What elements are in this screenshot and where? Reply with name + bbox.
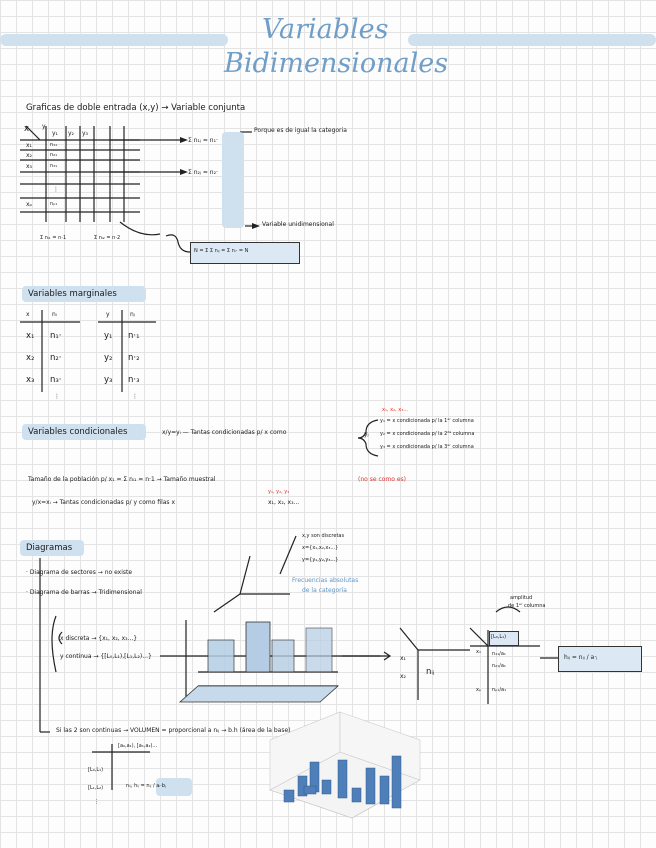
marg-t2-n2: n·₂ — [128, 353, 140, 363]
marg-t1-n2: n₂· — [50, 353, 62, 363]
marg-t2-dots: ⋮ — [132, 393, 138, 400]
note-unidimensional: Variable unidimensional — [262, 221, 334, 228]
cond-population-line: Tamaño de la población p/ x₁ = Σ nᵢ₁ = n·1 → Tamaño muestral — [28, 476, 216, 483]
marg-t2-n1: n·₁ — [128, 331, 140, 341]
marg-t1-head-x: x — [26, 311, 30, 318]
bottom-formula: nᵢⱼ, hᵢⱼ = nᵢⱼ / aᵢ·bⱼ — [126, 783, 166, 789]
cond-item-3: y₃ = x condicionada p/ la 3ᵉʳ columna — [380, 444, 474, 450]
cell-n31: n₃₁ — [50, 163, 58, 169]
marg-t1-x1: x₁ — [26, 331, 35, 341]
diag-y-continua: y continua → {[L₀,L₁),[L₁,L₂)...} — [60, 653, 152, 660]
freq-note-2: de la categoría — [302, 587, 347, 594]
mid-n: nᵢⱼ — [426, 667, 435, 677]
col-head-3: y₃ — [82, 130, 88, 137]
mid-x1: x₁ — [400, 655, 406, 662]
axis-x-label: x — [24, 124, 30, 134]
cond-heading: Variables condicionales — [28, 427, 128, 437]
right-row-x1: x₁ — [476, 649, 481, 655]
cond-y-line: y/x=xᵢ → Tantas condicionadas p/ y como filas x — [32, 499, 176, 506]
row-head-1: x₁ — [26, 142, 32, 149]
cond-item-2: y₂ = x condicionada p/ la 2ᵈᵃ columna — [380, 431, 475, 437]
marg-t2-y3: y₃ — [104, 375, 113, 385]
diag-heading: Diagramas — [26, 543, 73, 553]
diag-x-discreta: x discreta → {x₁, x₂, x₃...} — [60, 635, 138, 642]
marg-t1-n3: n₃· — [50, 375, 62, 385]
cell-n21: n₂₁ — [50, 152, 58, 158]
cond-item-1: y₁ = x condicionada p/ la 1ᵉʳ columna — [380, 418, 474, 424]
total-formula: N = Σ Σ nᵢⱼ = Σ nᵢ· = N — [194, 248, 249, 254]
marg-t2-n3: n·₃ — [128, 375, 140, 385]
row-head-3: x₃ — [26, 163, 32, 170]
freq-note-1: Frecuencias absolutas — [292, 577, 359, 584]
bottom-row-2: [L₁,L₂) — [88, 785, 104, 791]
col-sum-1: Σ nᵢ₁ = n·1 — [40, 235, 67, 241]
page-title-line1: Variables — [262, 14, 389, 45]
bottom-row-dots: ⋮ — [94, 799, 99, 805]
bottom-table-head: [a₀,a₁), [a₁,a₂)... — [118, 743, 158, 749]
cond-y-tail: x₁, x₂, x₃... — [268, 499, 300, 506]
marg-t2-head-y: y — [106, 311, 110, 318]
right-cell-l0l1: [L₀,L₁) — [491, 634, 507, 640]
cell-dots: ⋮ — [53, 186, 59, 193]
bottom-3d-chart — [270, 712, 420, 818]
marg-t1-x2: x₂ — [26, 353, 35, 363]
note-category: Porque es de igual la categoria — [254, 127, 347, 134]
mid-x2: x₂ — [400, 673, 406, 680]
cond-y-red: y₁, y₂, y₃ — [268, 489, 290, 495]
diag-bullet-barras: · Diagrama de barras → Tridimensional — [26, 589, 142, 596]
row-head-p: xₚ — [26, 201, 33, 208]
right-cell-n11: n₁₁/a₁ — [492, 651, 506, 657]
marg-heading: Variables marginales — [28, 289, 117, 299]
cell-np1: nₚ₁ — [50, 201, 58, 207]
right-cell-n21: n₂₁/a₁ — [492, 663, 506, 669]
page-title-line2: Bidimensionales — [224, 48, 449, 79]
axis-y-label: y — [42, 123, 46, 130]
marg-t1-dots: ⋮ — [54, 393, 60, 400]
marg-t2-head-n: nⱼ — [130, 311, 135, 318]
section1-heading: Graficas de doble entrada (x,y) → Variable conjunta — [26, 103, 246, 113]
discrete-note-1: x,y son discretas — [302, 533, 345, 539]
diag-bullet-sectores: · Diagrama de sectores → no existe — [26, 569, 133, 576]
row-head-2: x₂ — [26, 152, 32, 159]
col-head-2: y₂ — [68, 130, 74, 137]
marg-t2-y1: y₁ — [104, 331, 113, 341]
cond-ys-label: yⱼ — [364, 431, 369, 438]
discrete-note-3: y={y₁,y₂,y₃...} — [302, 557, 339, 563]
sum-row2: Σ n₂ⱼ = n₂· — [188, 169, 218, 176]
amp-note-1: amplitud — [510, 595, 533, 601]
cell-n11: n₁₁ — [50, 142, 58, 148]
discrete-note-2: x={x₁,x₂,x₃...} — [302, 545, 339, 551]
col-head-1: y₁ — [52, 130, 58, 137]
marg-t1-n1: n₁· — [50, 331, 62, 341]
marg-t1-head-n: nᵢ — [52, 311, 57, 318]
formula-h: hᵢⱼ = nᵢⱼ / a·ⱼ — [564, 654, 598, 661]
sum-highlight — [222, 132, 244, 228]
cond-top-red: x₁, x₂, x₃... — [382, 407, 409, 413]
right-cell-np1: nₚ₁/a₁ — [492, 687, 507, 693]
continuas-line: Si las 2 son continuas → VOLUMEN = proporcional a nᵢⱼ → b.h (área de la base) — [56, 727, 291, 734]
cond-expression: x/y=yᵢ — Tantas condicionadas p/ x como — [162, 429, 287, 436]
bottom-row-1: [L₀,L₁) — [88, 767, 104, 773]
col-sum-2: Σ nᵢ₂ = n·2 — [94, 235, 121, 241]
sum-row1: Σ n₁ⱼ = n₁· — [188, 137, 218, 144]
marg-t2-y2: y₂ — [104, 353, 113, 363]
right-row-xp: xₚ — [476, 687, 482, 693]
amp-note-2: de 1ᵉʳ columna — [508, 603, 546, 609]
cond-no-se: (no se como es) — [358, 476, 406, 483]
marg-t1-x3: x₃ — [26, 375, 35, 385]
